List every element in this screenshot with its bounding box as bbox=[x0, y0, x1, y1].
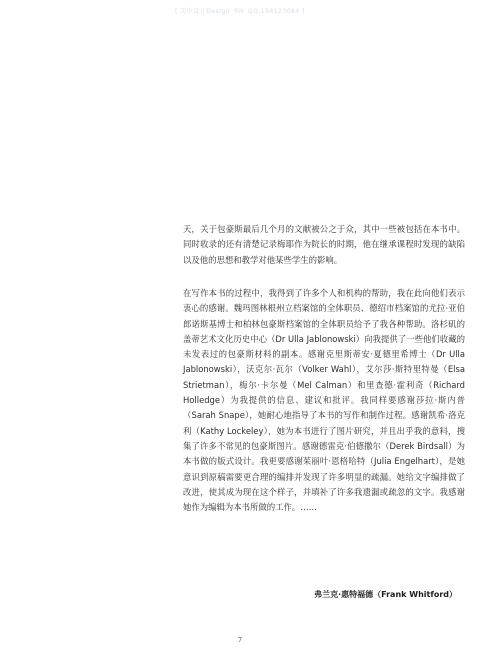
page-number: 7 bbox=[237, 636, 243, 644]
body-paragraph: 在写作本书的过程中，我得到了许多个人和机构的帮助，我在此向他们表示衷心的感谢。魏玛图林根州立档案馆的全体职员、德绍市档案馆的尤拉·亚伯郎诺斯基博士和柏林包豪斯档案馆的全体职员给予了我各种帮助。洛杉矶的盖蒂艺术文化历史中心（Dr Ulla Jablonowski）向我提供了一些他们收藏的未发表过的包豪斯材料的副本。感谢克里斯蒂安·夏德里希博士（Dr Ulla Jablonowski），沃克尔·瓦尔（Volker Wahl），艾尔莎·斯特里特曼（Elsa Strietman），梅尔·卡尔曼（Mel Calman）和里查德·霍利奇（Richard Holledge）为我提供的信息、建议和批评。我同样要感谢莎拉·斯内普（Sarah Snape），她耐心地指导了本书的写作和制作过程。感谢凯希·洛克利（Kathy Lockeley），她为本书进行了图片研究，并且出乎我的意料，搜集了许多不常见的包豪斯图片。感谢德雷克·伯德撒尔（Derek Birdsall）为本书做的版式设计。我更要感谢茱丽叶·恩格哈特（Julia Engelhart），是她意识到原稿需要更合理的编排并发现了许多明显的疏漏。她给文字编排做了改进，使其成为现在这个样子，并填补了许多我遗漏或疏忽的文字。我感谢她作为编辑为本书所做的工作。…… bbox=[183, 288, 465, 513]
watermark-text: [ 美中设计Design 书库 QQ:194123084 ] bbox=[175, 8, 305, 15]
body-paragraph: 天，关于包豪斯最后几个月的文献被公之于众，其中一些被包括在本书中。同时收录的还有清楚记录梅耶作为院长的时期，他在继承课程时发现的缺陷以及他的思想和教学对他某些学生的影响。 bbox=[183, 224, 465, 265]
author-signature: 弗兰克·惠特福德（Frank Whitford） bbox=[314, 590, 457, 599]
